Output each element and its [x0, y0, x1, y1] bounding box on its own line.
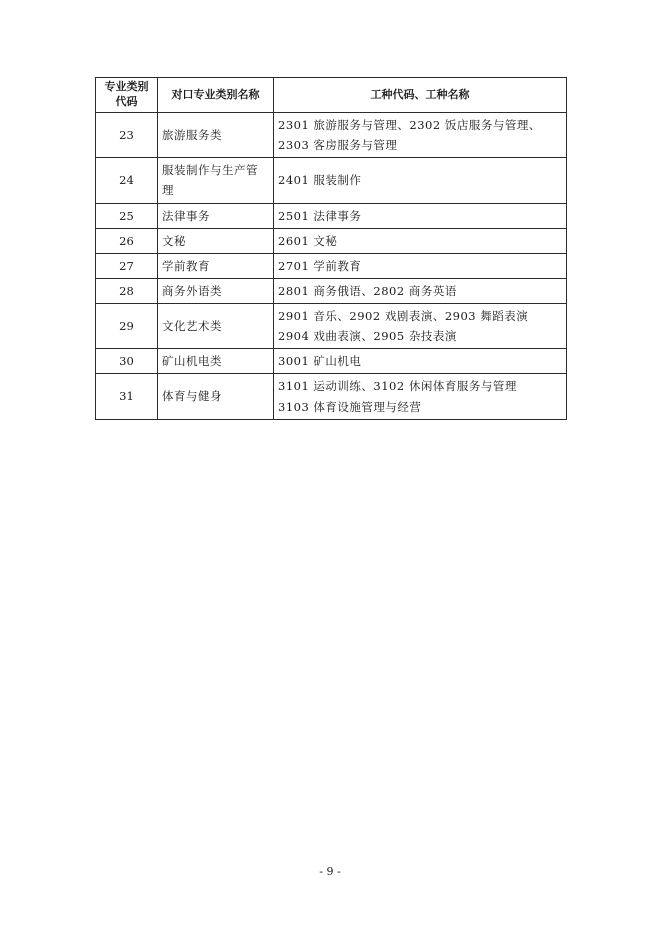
table-header-row	[96, 78, 567, 113]
header-category-name: 对口专业类别名称	[158, 78, 274, 113]
category-name-cell: 学前教育	[158, 253, 274, 278]
job-line: 2904 戏曲表演、2905 杂技表演	[278, 329, 457, 344]
page-number: - 9 -	[319, 865, 341, 878]
job-line: 2601 文秘	[278, 233, 338, 248]
category-name-cell: 商务外语类	[158, 278, 274, 303]
table-row	[96, 253, 567, 278]
job-list-cell	[274, 374, 567, 419]
table-row	[96, 349, 567, 374]
job-list-cell	[274, 158, 567, 203]
job-list-cell	[274, 113, 567, 158]
category-code-cell: 25	[96, 203, 158, 228]
job-list-cell	[274, 228, 567, 253]
category-name-cell: 体育与健身	[158, 374, 274, 419]
table-body	[96, 113, 567, 420]
job-line: 2401 服装制作	[278, 173, 362, 188]
category-name-cell: 旅游服务类	[158, 113, 274, 158]
table-row	[96, 278, 567, 303]
header-job-code-name: 工种代码、工种名称	[274, 78, 567, 113]
job-line: 3001 矿山机电	[278, 354, 362, 369]
job-line: 3101 运动训练、3102 休闲体育服务与管理	[278, 379, 517, 394]
job-line: 2501 法律事务	[278, 208, 362, 223]
table-row	[96, 304, 567, 349]
job-list-cell	[274, 349, 567, 374]
table-row	[96, 203, 567, 228]
category-name-cell: 文化艺术类	[158, 304, 274, 349]
job-line: 2901 音乐、2902 戏剧表演、2903 舞蹈表演	[278, 309, 529, 323]
category-code-cell: 31	[96, 374, 158, 419]
category-code-cell: 24	[96, 158, 158, 203]
category-code-cell: 29	[96, 304, 158, 349]
table-row	[96, 158, 567, 203]
job-line: 3103 体育设施管理与经营	[278, 399, 422, 414]
job-list-cell	[274, 253, 567, 278]
category-code-cell: 27	[96, 253, 158, 278]
job-line: 2701 学前教育	[278, 258, 362, 273]
category-name-cell: 服装制作与生产管理	[158, 158, 274, 203]
category-code-cell: 28	[96, 278, 158, 303]
category-name-cell: 矿山机电类	[158, 349, 274, 374]
category-code-cell: 26	[96, 228, 158, 253]
table-row	[96, 113, 567, 158]
career-category-table	[95, 77, 567, 420]
category-code-cell: 23	[96, 113, 158, 158]
category-name-cell: 法律事务	[158, 203, 274, 228]
job-list-cell	[274, 278, 567, 303]
job-line: 2303 客房服务与管理	[278, 138, 398, 153]
job-line: 2801 商务俄语、2802 商务英语	[278, 283, 457, 298]
job-list-cell	[274, 304, 567, 349]
table-row	[96, 228, 567, 253]
job-line: 2301 旅游服务与管理、2302 饭店服务与管理、	[278, 118, 541, 132]
table-row	[96, 374, 567, 419]
header-category-code: 专业类别代码	[96, 78, 158, 113]
category-name-cell: 文秘	[158, 228, 274, 253]
category-code-cell: 30	[96, 349, 158, 374]
job-list-cell	[274, 203, 567, 228]
